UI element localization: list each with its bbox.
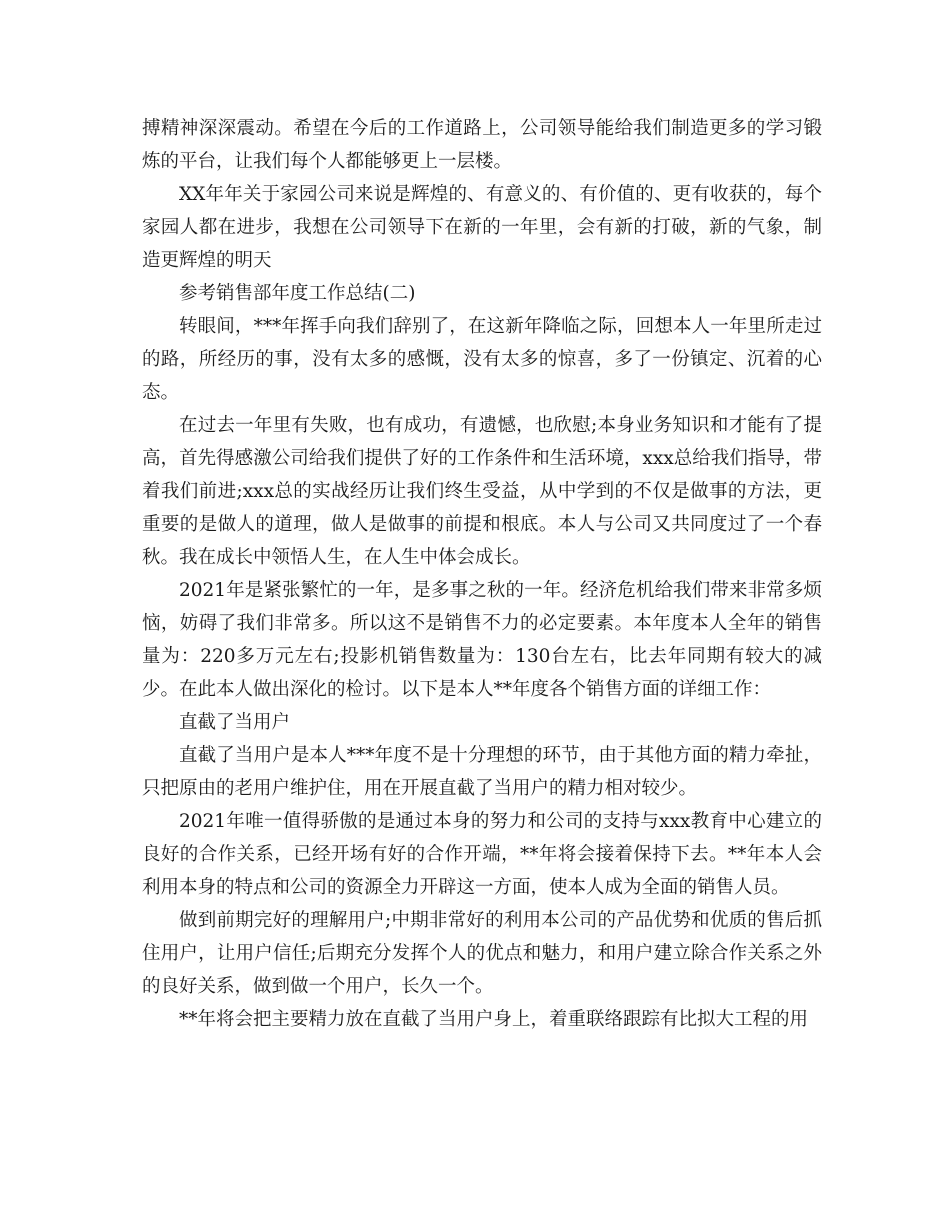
paragraph: 做到前期完好的理解用户;中期非常好的利用本公司的产品优势和优质的售后抓住用户，让用户信任;后期充分发挥个人的优点和魅力，和用户建立除合作关系之外的良好关系，做到做一个用户，长久一个。 bbox=[142, 910, 822, 997]
paragraph: XX年年关于家园公司来说是辉煌的、有意义的、有价值的、更有收获的，每个家园人都在进步，我想在公司领导下在新的一年里，会有新的打破，新的气象，制造更辉煌的明天 bbox=[142, 184, 822, 271]
paragraph: 在过去一年里有失败，也有成功，有遗憾，也欣慰;本身业务知识和才能有了提高，首先得感激公司给我们提供了好的工作条件和生活环境，xxx总给我们指导，带着我们前进;xxx总的实战经历让我们终生受益，从中学到的不仅是做事的方法，更重要的是做人的道理，做人是做事的前提和根底。本人与公司又共同度过了一个春秋。我在成长中领悟人生，在人生中体会成长。 bbox=[142, 415, 822, 568]
paragraph-continuation: 搏精神深深震动。希望在今后的工作道路上，公司领导能给我们制造更多的学习锻炼的平台，让我们每个人都能够更上一层楼。 bbox=[142, 118, 822, 172]
subsection-heading: 直截了当用户 bbox=[179, 712, 291, 733]
paragraph: 直截了当用户是本人***年度不是十分理想的环节，由于其他方面的精力牵扯，只把原由的老用户维护住，用在开展直截了当用户的精力相对较少。 bbox=[142, 745, 822, 799]
section-heading: 参考销售部年度工作总结(二) bbox=[179, 283, 416, 304]
paragraph: 2021年是紧张繁忙的一年，是多事之秋的一年。经济危机给我们带来非常多烦恼，妨碍了我们非常多。所以这不是销售不力的必定要素。本年度本人全年的销售量为：220多万元左右;投影机销售数量为：130台左右，比去年同期有较大的减少。在此本人做出深化的检讨。以下是本人**年度各个销售方面的详细工作： bbox=[142, 580, 822, 700]
paragraph: 转眼间，***年挥手向我们辞别了，在这新年降临之际，回想本人一年里所走过的路，所经历的事，没有太多的感慨，没有太多的惊喜，多了一份镇定、沉着的心态。 bbox=[142, 316, 822, 403]
paragraph: 2021年唯一值得骄傲的是通过本身的努力和公司的支持与xxx教育中心建立的良好的合作关系，已经开场有好的合作开端，**年将会接着保持下去。**年本人会利用本身的特点和公司的资源全力开辟这一方面，使本人成为全面的销售人员。 bbox=[142, 811, 822, 898]
paragraph-truncated: **年将会把主要精力放在直截了当用户身上，着重联络跟踪有比拟大工程的用 bbox=[179, 1009, 809, 1030]
document-body bbox=[142, 112, 822, 1036]
